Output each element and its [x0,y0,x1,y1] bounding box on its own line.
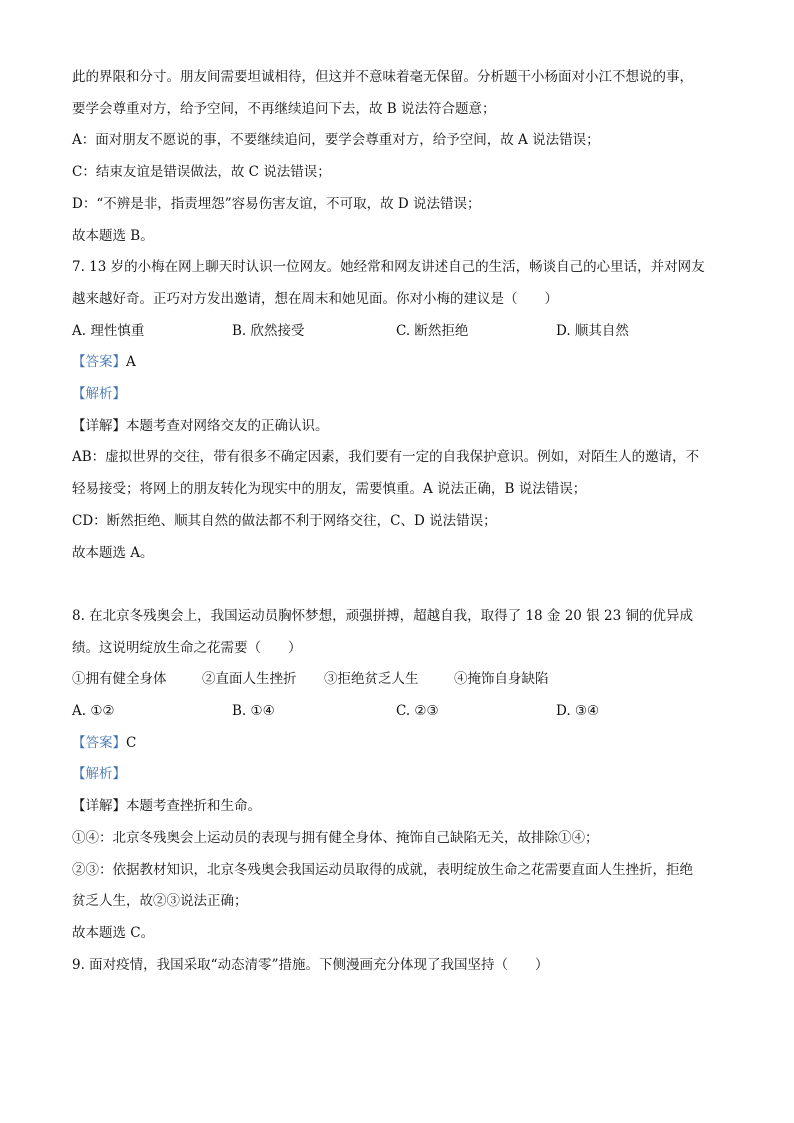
q8-stem-line: 8. 在北京冬残奥会上，我国运动员胸怀梦想，顽强拼搏，超越自我，取得了 18 金 20 银 23 铜的优异成 [72,607,693,624]
answer-value: C [126,734,137,751]
answer-tag: 【答案】 [72,734,126,751]
q7-detail-line: 【详解】本题考查对网络交友的正确认识。 [72,417,329,434]
q8-item-2: ②直面人生挫折 [202,671,297,688]
q8-analysis-tag: 【解析】 [72,766,126,783]
q8-option-d: D. ③④ [556,703,600,720]
q7-answer [72,347,732,379]
q8-option-a: A. ①② [72,703,115,720]
q7-option-c: C. 断然拒绝 [396,322,469,339]
q8-detail-line: ②③：依据教材知识，北京冬残奥会我国运动员取得的成就，表明绽放生命之花需要直面人生挫折，拒绝 [72,861,693,878]
prev-explanation-line: A：面对朋友不愿说的事，不要继续追问，要学会尊重对方，给予空间，故 A 说法错误； [72,132,600,149]
q8-detail-line: 贫乏人生，故②③说法正确； [72,893,248,910]
q7-stem-line: 7. 13 岁的小梅在网上聊天时认识一位网友。她经常和网友讲述自己的生活，畅谈自己的心里话，并对网友 [72,259,705,276]
prev-explanation-line: D：“不辨是非，指责埋怨”容易伤害友谊，不可取，故 D 说法错误； [72,195,481,212]
q7-option-a: A. 理性慎重 [72,322,145,339]
q8-conclusion: 故本题选 C。 [72,924,155,941]
q8-item-3: ③拒绝贫乏人生 [324,671,419,688]
q8-detail-line: 【详解】本题考查挫折和生命。 [72,798,261,815]
q7-conclusion: 故本题选 A。 [72,544,154,561]
answer-value: A [126,354,136,371]
q7-detail-line: 轻易接受；将网上的朋友转化为现实中的朋友，需要慎重。A 说法正确，B 说法错误； [72,481,587,498]
q8-options [72,696,732,728]
q7-detail-line: CD：断然拒绝、顺其自然的做法都不利于网络交往，C、D 说法错误； [72,512,497,529]
q7-stem-line: 越来越好奇。正巧对方发出邀请，想在周末和她见面。你对小梅的建议是（ ） [72,290,558,307]
q7-detail-line: AB：虚拟世界的交往，带有很多不确定因素，我们要有一定的自我保护意识。例如，对陌生人的邀请，不 [72,449,700,466]
spacer [72,569,732,601]
q8-stem-line: 绩。这说明绽放生命之花需要（ ） [72,639,302,656]
q8-item-4: ④掩饰自身缺陷 [454,671,549,688]
q8-item-1: ①拥有健全身体 [72,671,167,688]
prev-explanation-line: C：结束友谊是错误做法，故 C 说法错误； [72,164,331,181]
q9-stem: 9. 面对疫情，我国采取“动态清零”措施。下侧漫画充分体现了我国坚持（ ） [72,956,549,973]
q7-options [72,316,732,348]
q8-option-b: B. ①④ [232,703,275,720]
prev-explanation-line: 此的界限和分寸。朋友间需要坦诚相待，但这并不意味着毫无保留。分析题干小杨面对小江不想说的事， [72,69,693,85]
q7-option-d: D. 顺其自然 [556,322,629,339]
q8-answer [72,728,732,760]
prev-explanation-line: 要学会尊重对方，给予空间，不再继续追问下去，故 B 说法符合题意； [72,100,496,117]
q8-detail-line: ①④：北京冬残奥会上运动员的表现与拥有健全身体、掩饰自己缺陷无关，故排除①④； [72,829,599,846]
prev-conclusion: 故本题选 B。 [72,227,154,244]
q8-items [72,664,732,696]
document-page [72,62,732,981]
q8-option-c: C. ②③ [396,703,439,720]
q7-option-b: B. 欣然接受 [232,322,305,339]
answer-tag: 【答案】 [72,354,126,371]
q7-analysis-tag: 【解析】 [72,386,126,403]
